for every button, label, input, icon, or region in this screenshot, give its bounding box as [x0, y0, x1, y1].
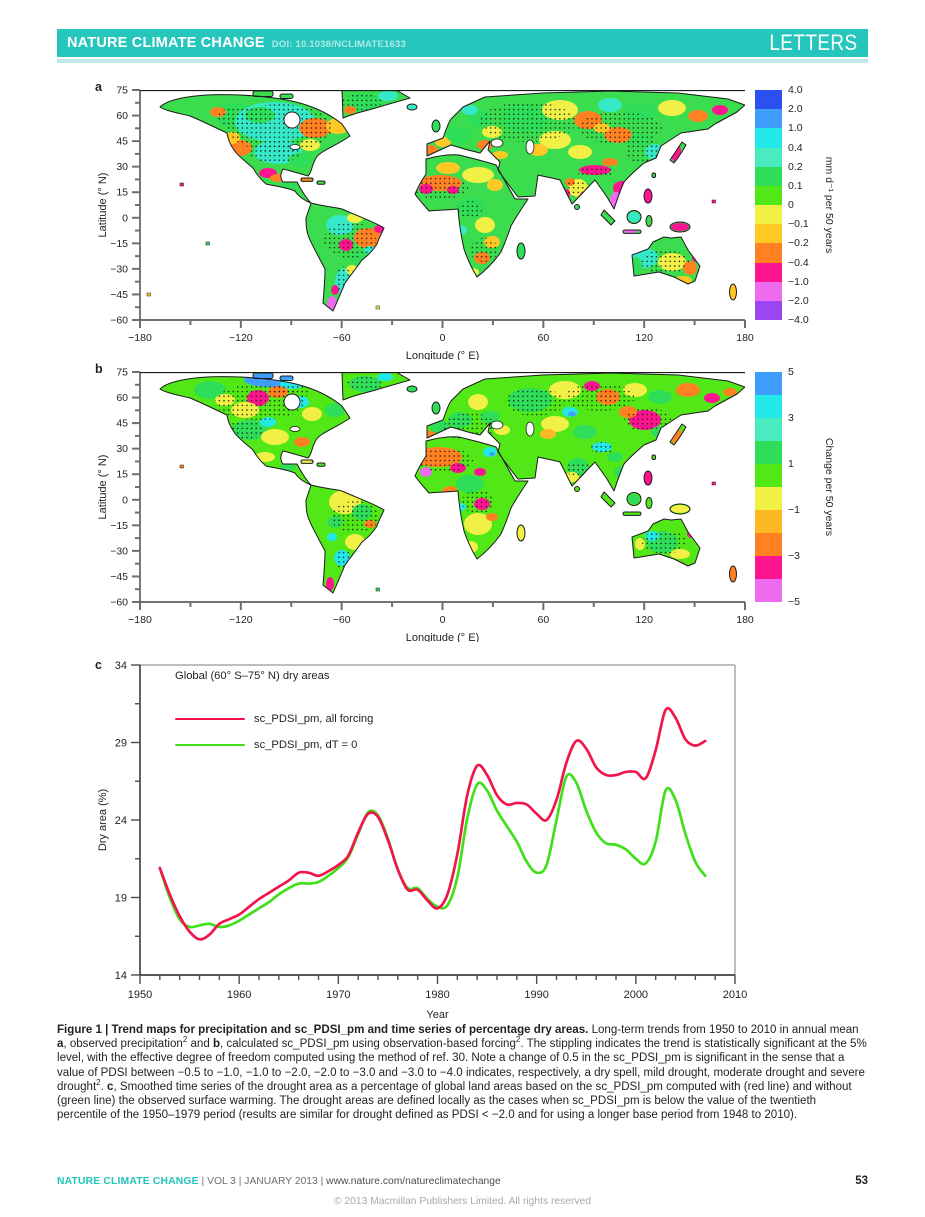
caption-ref-superscript: 2 [96, 1077, 101, 1087]
colorbar-tick-label: −4.0 [788, 314, 809, 326]
x-tick-label: 120 [635, 614, 653, 626]
legend-line-green [175, 744, 245, 747]
colorbar-tick-label: −5 [788, 596, 800, 608]
x-tick-label: 1960 [226, 989, 252, 1001]
caption-text: . The stippling indicates the trend is statistically significant at the 5% level, with the effective degree of freedom computed using the method of ref. 30. Note a change of 0.5 in the sc_PDSI_pm is significant in the sense that a value of PDSI between −0.5 to −1.0, −1.0 to −2.0, −2.0 to −3.0 and −3.0 to −4.0 indicates, respectively, a dry spell, mild drought, moderate drought and severe drought [57, 1038, 867, 1093]
chart-title: Global (60° S–75° N) dry areas [175, 670, 330, 682]
colorbar-tick-label: −2.0 [788, 294, 809, 307]
colorbar-tick-label: −3 [788, 550, 800, 562]
x-axis-label: Year [426, 1009, 449, 1021]
y-tick-label: 75 [116, 84, 128, 97]
journal-title: NATURE CLIMATE CHANGE [67, 35, 265, 51]
panel-a-colorbar-unit: mm d⁻¹ per 50 years [823, 156, 835, 254]
colorbar-swatch [755, 533, 782, 556]
header-underline [57, 59, 868, 63]
colorbar-swatch [755, 205, 782, 224]
figure-caption [57, 1023, 869, 1122]
x-tick-label: 1980 [425, 989, 450, 1001]
colorbar-swatch [755, 510, 782, 533]
panel-a-label: a [95, 80, 102, 94]
colorbar-tick-label: 5 [788, 366, 794, 378]
legend-item-dt0 [175, 732, 373, 758]
doi-text: DOI: 10.1038/NCLIMATE1633 [271, 39, 406, 50]
series-line [160, 774, 705, 927]
y-tick-label: 24 [114, 815, 127, 827]
colorbar-tick-label: 0.4 [788, 141, 803, 154]
x-tick-label: 1950 [127, 989, 153, 1001]
colorbar-swatch [755, 282, 782, 301]
x-tick-label: −180 [128, 614, 152, 626]
colorbar-tick-label: −1 [788, 504, 800, 516]
colorbar-tick-label: 1 [788, 458, 794, 470]
y-tick-label: 0 [122, 212, 128, 225]
y-tick-label: 15 [116, 186, 128, 199]
caption-text: , observed precipitation [63, 1038, 183, 1051]
world-map-precipitation-trend [140, 90, 745, 320]
caption-bold-title: Figure 1 | Trend maps for precipitation and sc_PDSI_pm and time series of percentage dry areas. [57, 1024, 589, 1036]
header-band [57, 29, 868, 57]
colorbar-tick-label: −0.2 [788, 237, 809, 250]
y-tick-label: −60 [110, 596, 128, 609]
colorbar-swatch [755, 418, 782, 441]
legend-label: sc_PDSI_pm, dT = 0 [254, 739, 358, 751]
y-tick-label: 75 [116, 366, 128, 379]
footer-journal: NATURE CLIMATE CHANGE [57, 1176, 199, 1187]
x-tick-label: −60 [332, 614, 351, 626]
panel-b-label: b [95, 362, 103, 376]
colorbar-swatch [755, 90, 782, 109]
panel-c-ylabel: Dry area (%) [97, 788, 109, 852]
section-label: LETTERS [769, 30, 858, 55]
caption-text: , calculated sc_PDSI_pm using observation-based forcing [220, 1038, 516, 1051]
x-axis-label: Longitude (° E) [405, 632, 480, 642]
y-tick-label: 30 [116, 443, 128, 456]
y-tick-label: −30 [110, 545, 128, 558]
y-tick-label: −45 [110, 570, 128, 583]
colorbar-tick-label: 2.0 [788, 103, 803, 116]
y-tick-label: −15 [110, 237, 128, 250]
panel-b [57, 360, 875, 642]
footer-meta: | VOL 3 | JANUARY 2013 | [198, 1176, 327, 1187]
panel-b-colorbar-unit: Change per 50 years [823, 437, 835, 537]
colorbar-swatch [755, 224, 782, 243]
copyright-line: © 2013 Macmillan Publishers Limited. All rights reserved [333, 1196, 592, 1207]
panel-a [57, 78, 875, 360]
colorbar-swatch [755, 441, 782, 464]
colorbar-swatch [755, 372, 782, 395]
panel-c [57, 652, 875, 1022]
y-tick-label: −60 [110, 314, 128, 327]
x-tick-label: −180 [128, 332, 152, 344]
colorbar-tick-label: −0.4 [788, 256, 809, 269]
y-tick-label: 30 [116, 161, 128, 174]
panel-b-colorbar [755, 372, 782, 602]
colorbar-swatch [755, 243, 782, 262]
colorbar-swatch [755, 464, 782, 487]
x-axis-label: Longitude (° E) [405, 350, 480, 360]
x-tick-label: 2000 [623, 989, 649, 1001]
colorbar-tick-label: 0.2 [788, 160, 803, 173]
panel-c-label: c [95, 658, 102, 672]
colorbar-swatch [755, 395, 782, 418]
colorbar-swatch [755, 186, 782, 205]
x-tick-label: 180 [736, 614, 754, 626]
x-tick-label: 60 [537, 332, 550, 344]
colorbar-tick-label: 4.0 [788, 84, 803, 96]
colorbar-swatch [755, 148, 782, 167]
chart-legend [175, 706, 373, 758]
y-tick-label: 34 [114, 660, 127, 672]
caption-text: . [100, 1080, 108, 1093]
y-tick-label: 19 [114, 892, 127, 905]
colorbar-tick-label: −0.1 [788, 218, 809, 231]
caption-ref-superscript: 2 [515, 1035, 521, 1045]
y-tick-label: 60 [116, 110, 128, 123]
caption-panel-ref-b: b [212, 1038, 221, 1051]
y-tick-label: 29 [114, 737, 127, 750]
colorbar-tick-label: 0 [788, 199, 794, 211]
y-tick-label: 14 [114, 970, 127, 982]
y-tick-label: 45 [116, 135, 128, 148]
colorbar-swatch [755, 301, 782, 320]
colorbar-swatch [755, 128, 782, 147]
y-tick-label: −45 [110, 288, 128, 301]
colorbar-swatch [755, 487, 782, 510]
panel-a-colorbar [755, 90, 782, 320]
caption-text: Long-term trends from 1950 to 2010 in annual mean [588, 1024, 859, 1036]
x-tick-label: −120 [229, 614, 253, 626]
colorbar-swatch [755, 109, 782, 128]
caption-text: , Smoothed time series of the drought area as a percentage of global land areas based on the sc_PDSI_pm computed with (red line) and without (green line) the observed surface warming. The drought areas are defined locally as the cases when sc_PDSI_pm is below the value of the twentieth percentile of the 1950–1979 period (results are similar for drought defined as PDSI < −2.0 and for using a longer base period from 1948 to 2010). [57, 1080, 852, 1122]
y-tick-label: −30 [110, 263, 128, 276]
legend-label: sc_PDSI_pm, all forcing [254, 713, 374, 725]
page-number: 53 [855, 1175, 868, 1187]
legend-item-all-forcing [175, 706, 373, 732]
x-tick-label: 120 [635, 332, 653, 344]
x-tick-label: −120 [229, 332, 253, 344]
world-map-pdsi-trend [140, 372, 745, 602]
x-tick-label: 1970 [326, 989, 351, 1001]
y-tick-label: 60 [116, 392, 128, 405]
panel-b-ylabel: Latitude (° N) [97, 454, 109, 520]
colorbar-tick-label: 0.1 [788, 179, 803, 192]
x-tick-label: 0 [439, 614, 446, 626]
caption-text: and [187, 1038, 213, 1051]
y-tick-label: 15 [116, 468, 128, 481]
colorbar-swatch [755, 556, 782, 579]
colorbar-tick-label: −1.0 [788, 275, 809, 288]
colorbar-tick-label: 3 [788, 412, 794, 424]
legend-line-red [175, 718, 245, 721]
footer-url: www.nature.com/natureclimatechange [326, 1176, 501, 1187]
colorbar-swatch [755, 579, 782, 602]
page-footer [57, 1175, 868, 1187]
x-tick-label: −60 [332, 332, 351, 344]
y-tick-label: −15 [110, 519, 128, 532]
caption-ref-superscript: 2 [182, 1035, 188, 1045]
x-tick-label: 2010 [722, 989, 748, 1001]
y-tick-label: 45 [116, 417, 128, 430]
colorbar-swatch [755, 167, 782, 186]
caption-panel-ref-c: c [107, 1080, 114, 1093]
x-tick-label: 0 [439, 332, 446, 344]
x-tick-label: 1990 [524, 989, 549, 1001]
colorbar-swatch [755, 263, 782, 282]
x-tick-label: 180 [736, 332, 754, 344]
y-tick-label: 0 [122, 494, 128, 507]
x-tick-label: 60 [537, 614, 550, 626]
caption-panel-ref-a: a [57, 1038, 64, 1051]
panel-a-ylabel: Latitude (° N) [97, 172, 109, 238]
colorbar-tick-label: 1.0 [788, 122, 803, 135]
